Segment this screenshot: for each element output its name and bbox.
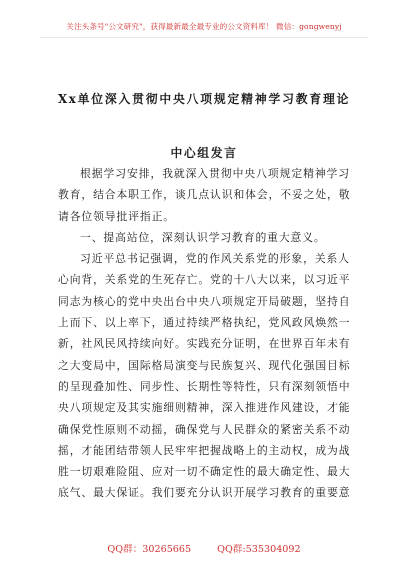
body-line: 新，社风民风持续向好。实践充分证明，在世界百年未有 <box>58 337 350 351</box>
body-line: 底气、最大保证。我们要充分认识开展学习教育的重要意 <box>58 486 350 500</box>
page-header-banner: 关注头条号"公文研究"，获得最新最全最专业的公文资料库！ 微信：gongwenyj <box>66 22 342 31</box>
section-heading: 一、提高站位，深刻认识学习教育的重大意义。 <box>80 230 326 244</box>
body-line: 确保党性原则不动摇，确保党与人民群众的紧密关系不动 <box>58 422 350 436</box>
body-line: 习近平总书记强调，党的作风关系党的形象，关系人 <box>80 252 350 266</box>
body-line: 请各位领导批评指正。 <box>58 209 175 223</box>
body-line: 摇，才能团结带领人民牢牢把握战略上的主动权，成为战 <box>58 443 350 457</box>
body-line: 胜一切艰难险阻、应对一切不确定性的最大确定性、最大 <box>58 465 350 479</box>
body-line: 之大变局中，国际格局演变与民族复兴、现代化强国目标 <box>58 358 350 372</box>
header-divider <box>40 37 368 38</box>
body-line: 根据学习安排，我就深入贯彻中央八项规定精神学习 <box>80 167 350 180</box>
footer-qq-group-2: QQ群:535304092 <box>217 544 301 555</box>
document-title: Xx单位深入贯彻中央八项规定精神学习教育理论中心组发言 <box>58 92 350 160</box>
footer-qq-group-1: QQ群：30265665 <box>107 544 192 555</box>
body-line: 教育，结合本职工作，谈几点认识和体会，不妥之处，敬 <box>58 188 350 202</box>
body-line: 心向背，关系党的生死存亡。党的十八大以来，以习近平 <box>58 273 350 287</box>
body-line: 上而下、以上率下，通过持续严格执纪，党风政风焕然一 <box>58 316 350 330</box>
body-line: 央八项规定及其实施细则精神，深入推进作风建设，才能 <box>58 401 350 415</box>
body-line: 的呈现叠加性、同步性、长期性等特性，只有深刻领悟中 <box>58 379 350 393</box>
page-footer <box>0 541 408 555</box>
document-body <box>58 163 350 504</box>
body-line: 同志为核心的党中央出台中央八项规定开局破题，坚持自 <box>58 294 350 308</box>
